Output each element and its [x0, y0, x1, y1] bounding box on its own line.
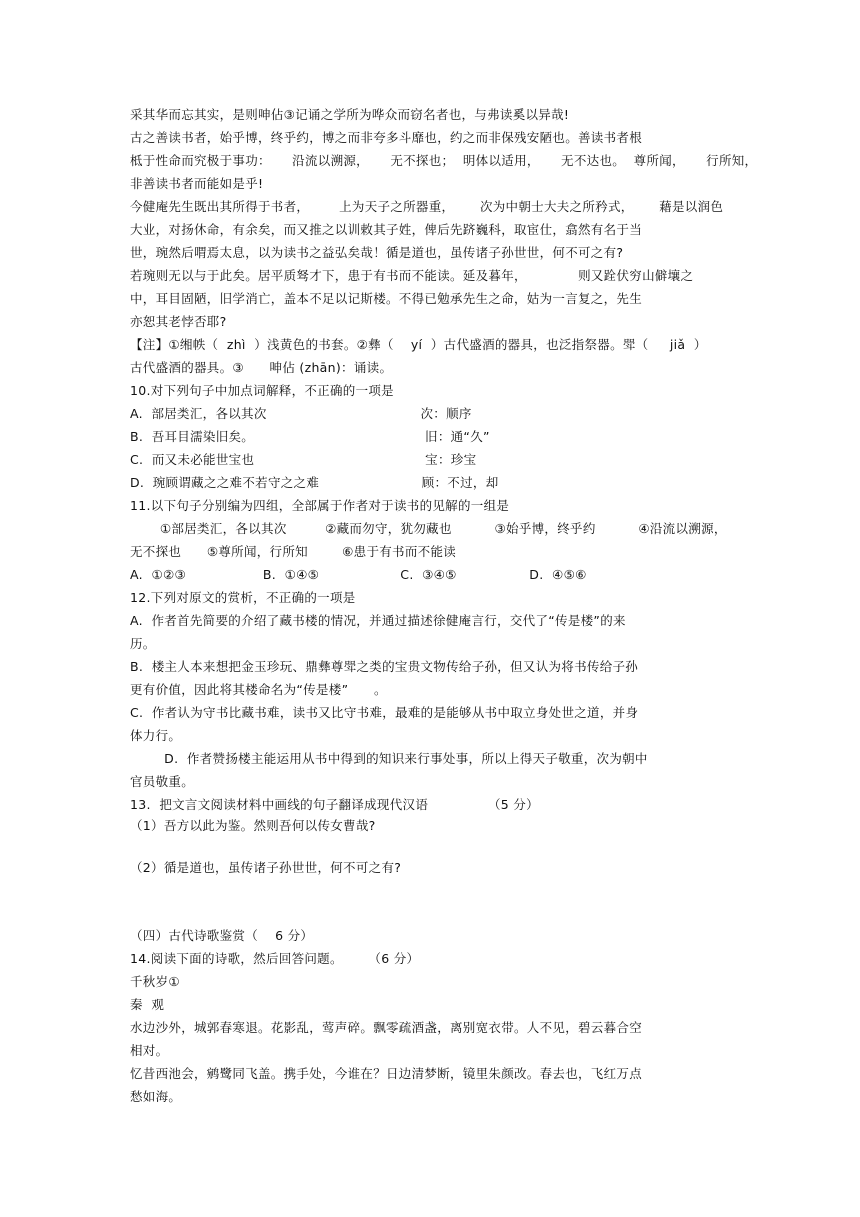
question-12: 12.下列对原文的赏析，不正确的一项是 [130, 590, 356, 605]
option-c: C. 作者认为守书比藏书难，读书又比守书难，最难的是能够从书中取立身处世之道，并身 [130, 705, 639, 720]
poem-line: 忆昔西池会，鹓鹭同飞盖。携手处，今谁在？日边清梦断，镜里朱颜改。春去也，飞红万点 [130, 1066, 643, 1081]
poem-line: 相对。 [130, 1043, 169, 1058]
text-line: 大业，对扬休命，有余矣，而又推之以训敕其子姓，俾后先跻巍科，取宦仕，翕然有名于当 [130, 222, 643, 237]
question-10: 10.对下列句子中加点词解释，不正确的一项是 [130, 383, 394, 398]
text-line: 中，耳目固陋，旧学消亡，盖本不足以记斯楼。不得已勉承先生之命，姑为一言复之，先生 [130, 291, 643, 306]
annotation-note: 古代盛酒的器具。③ 呻佔 (zhān)：诵读。 [130, 360, 393, 375]
text-line: 采其华而忘其实，是则呻佔③记诵之学所为哗众而窃名者也，与弗读奚以异哉! [130, 107, 570, 122]
text-line: 体力行。 [130, 728, 182, 743]
question-13: 13. 把文言文阅读材料中画线的句子翻译成现代汉语 （5 分） [130, 797, 539, 812]
poem-line: 水边沙外，城郭春寒退。花影乱，莺声碎。飘零疏酒盏，离别宽衣带。人不见，碧云暮合空 [130, 1020, 643, 1035]
option-b: B. 吾耳目濡染旧矣。 旧：通“久” [130, 429, 490, 444]
text-line: 无不探也 ⑤尊所闻，行所知 ⑥患于有书而不能读 [130, 544, 457, 559]
poem-line: 愁如海。 [130, 1089, 182, 1104]
option-d: D. 琬顾谓藏之之难不若守之之难 顾：不过，却 [130, 475, 499, 490]
option-a: A. 作者首先简要的介绍了藏书楼的情况，并通过描述徐健庵言行，交代了“传是楼”的来 [130, 613, 626, 628]
text-line: 历。 [130, 636, 156, 651]
option-b: B. 楼主人本来想把金玉珍玩、鼎彝尊斝之类的宝贵文物传给子孙，但又认为将书传给子孙 [130, 659, 639, 674]
option-a: A. 部居类汇，各以其次 次：顺序 [130, 406, 472, 421]
text-line: 古之善读书者，始乎博，终乎约，博之而非夸多斗靡也，约之而非保残安陋也。善读书者根 [130, 130, 643, 145]
text-line: 世，琬然后喟焉太息，以为读书之益弘矣哉！循是道也，虽传诸子孙世世，何不可之有? [130, 245, 624, 260]
annotation-note: 【注】①缃帙（ zhì ）浅黄色的书套。②彝（ yí ）古代盛酒的器具，也泛指祭器。斝（ jiǎ ） [130, 337, 707, 352]
text-line: 非善读书者而能如是乎! [130, 176, 264, 191]
option-d: D. 作者赞扬楼主能运用从书中得到的知识来行事处事，所以上得天子敬重，次为朝中 [130, 751, 648, 766]
sub-question: （2）循是道也，虽传诸子孙世世，何不可之有? [130, 860, 402, 875]
answer-options: A. ①②③ B. ①④⑤ C. ③④⑤ D. ④⑤⑥ [130, 567, 587, 582]
text-line: 官员敬重。 [130, 774, 195, 789]
question-14: 14.阅读下面的诗歌，然后回答问题。 （6 分） [130, 951, 420, 966]
question-11: 11.以下句子分别编为四组，全部属于作者对于读书的见解的一组是 [130, 498, 510, 513]
sub-question: （1）吾方以此为鉴。然则吾何以传女曹哉? [130, 818, 376, 833]
section-heading: （四）古代诗歌鉴赏（ 6 分） [130, 928, 314, 943]
option-c: C. 而又未必能世宝也 宝：珍宝 [130, 452, 477, 467]
text-line: 若琬则无以与于此矣。居平质驽才下，患于有书而不能读。延及暮年， 则又跧伏穷山僻壤之 [130, 268, 694, 283]
text-line: 亦恕其老悖否耶? [130, 314, 227, 329]
text-line: ①部居类汇，各以其次 ②藏而勿守，犹勿藏也 ③始乎博，终乎约 ④沿流以溯源， [130, 521, 727, 536]
text-line: 今健庵先生既出其所得于书者， 上为天子之所器重， 次为中朝士大夫之所矜式， 藉是以润色 [130, 199, 724, 214]
text-line: 柢于性命而究极于事功： 沿流以溯源， 无不探也； 明体以适用， 无不达也。 尊所闻， 行所知， [130, 153, 758, 168]
poem-author: 秦 观 [130, 997, 165, 1012]
text-line: 更有价值，因此将其楼命名为“传是楼” 。 [130, 682, 387, 697]
poem-title: 千秋岁① [130, 974, 180, 989]
